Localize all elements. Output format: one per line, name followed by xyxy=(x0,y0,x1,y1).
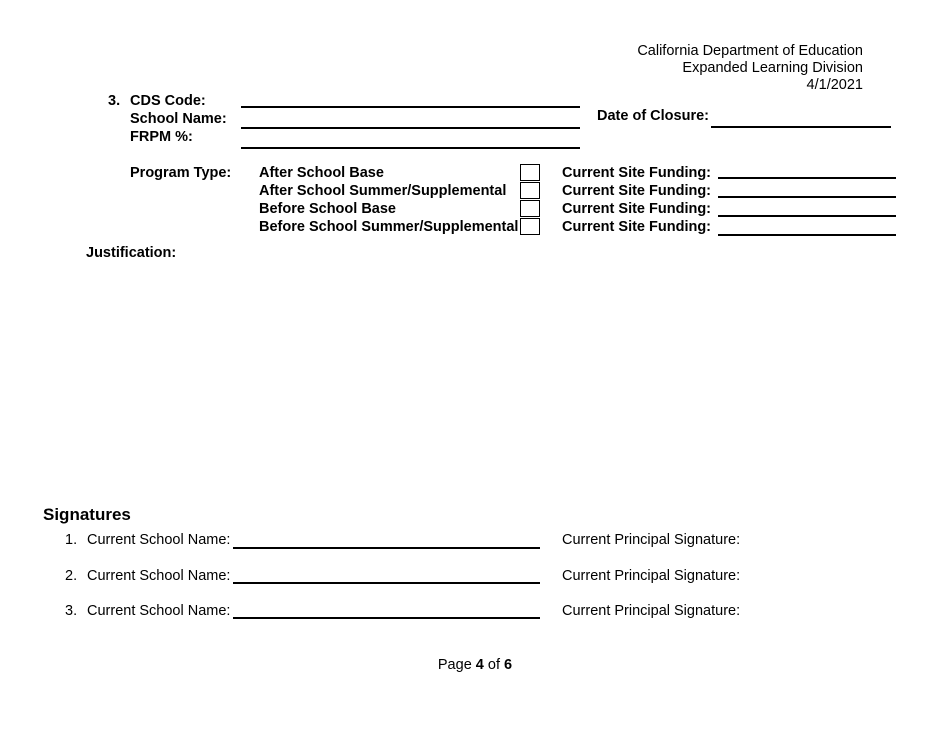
frpm-field[interactable] xyxy=(241,147,580,149)
current-school-name-label: Current School Name: xyxy=(87,568,231,584)
current-site-funding-field[interactable] xyxy=(718,234,896,236)
program-checkbox-before-school-base[interactable] xyxy=(520,200,540,217)
revision-date: 4/1/2021 xyxy=(806,77,863,93)
program-name: Before School Summer/Supplemental xyxy=(259,219,519,235)
current-school-name-label: Current School Name: xyxy=(87,532,231,548)
cds-code-field[interactable] xyxy=(241,106,580,108)
date-of-closure-field[interactable] xyxy=(711,126,891,128)
justification-label: Justification: xyxy=(86,245,177,261)
program-checkbox-after-school-base[interactable] xyxy=(520,164,540,181)
program-type-label: Program Type: xyxy=(130,165,232,181)
of-word: of xyxy=(487,657,500,673)
cds-code-label: CDS Code: xyxy=(130,93,206,109)
current-site-funding-label: Current Site Funding: xyxy=(562,183,712,199)
current-site-funding-field[interactable] xyxy=(718,177,896,179)
frpm-label: FRPM %: xyxy=(130,129,193,145)
signature-row-number: 1. xyxy=(65,532,78,548)
program-checkbox-after-school-summer[interactable] xyxy=(520,182,540,199)
current-site-funding-label: Current Site Funding: xyxy=(562,165,712,181)
department-name: California Department of Education xyxy=(637,43,863,59)
current-principal-signature-label: Current Principal Signature: xyxy=(562,603,741,619)
current-site-funding-field[interactable] xyxy=(718,215,896,217)
school-name-label: School Name: xyxy=(130,111,227,127)
division-name: Expanded Learning Division xyxy=(682,60,863,76)
signatures-heading: Signatures xyxy=(43,505,131,524)
current-school-name-field[interactable] xyxy=(233,582,540,584)
date-of-closure-label: Date of Closure: xyxy=(597,108,709,124)
section-number: 3. xyxy=(108,93,121,109)
program-name: Before School Base xyxy=(259,201,396,217)
signature-row-number: 2. xyxy=(65,568,78,584)
current-school-name-field[interactable] xyxy=(233,547,540,549)
current-school-name-field[interactable] xyxy=(233,617,540,619)
page-current: 4 xyxy=(475,657,484,673)
program-checkbox-before-school-summer[interactable] xyxy=(520,218,540,235)
current-school-name-label: Current School Name: xyxy=(87,603,231,619)
page-number xyxy=(0,657,950,673)
current-site-funding-label: Current Site Funding: xyxy=(562,219,712,235)
current-principal-signature-label: Current Principal Signature: xyxy=(562,568,741,584)
signature-row-number: 3. xyxy=(65,603,78,619)
program-name: After School Base xyxy=(259,165,384,181)
current-principal-signature-label: Current Principal Signature: xyxy=(562,532,741,548)
current-site-funding-field[interactable] xyxy=(718,196,896,198)
page-word: Page xyxy=(437,657,472,673)
page-total: 6 xyxy=(504,657,513,673)
program-name: After School Summer/Supplemental xyxy=(259,183,507,199)
justification-area[interactable] xyxy=(86,266,896,486)
current-site-funding-label: Current Site Funding: xyxy=(562,201,712,217)
school-name-field[interactable] xyxy=(241,127,580,129)
